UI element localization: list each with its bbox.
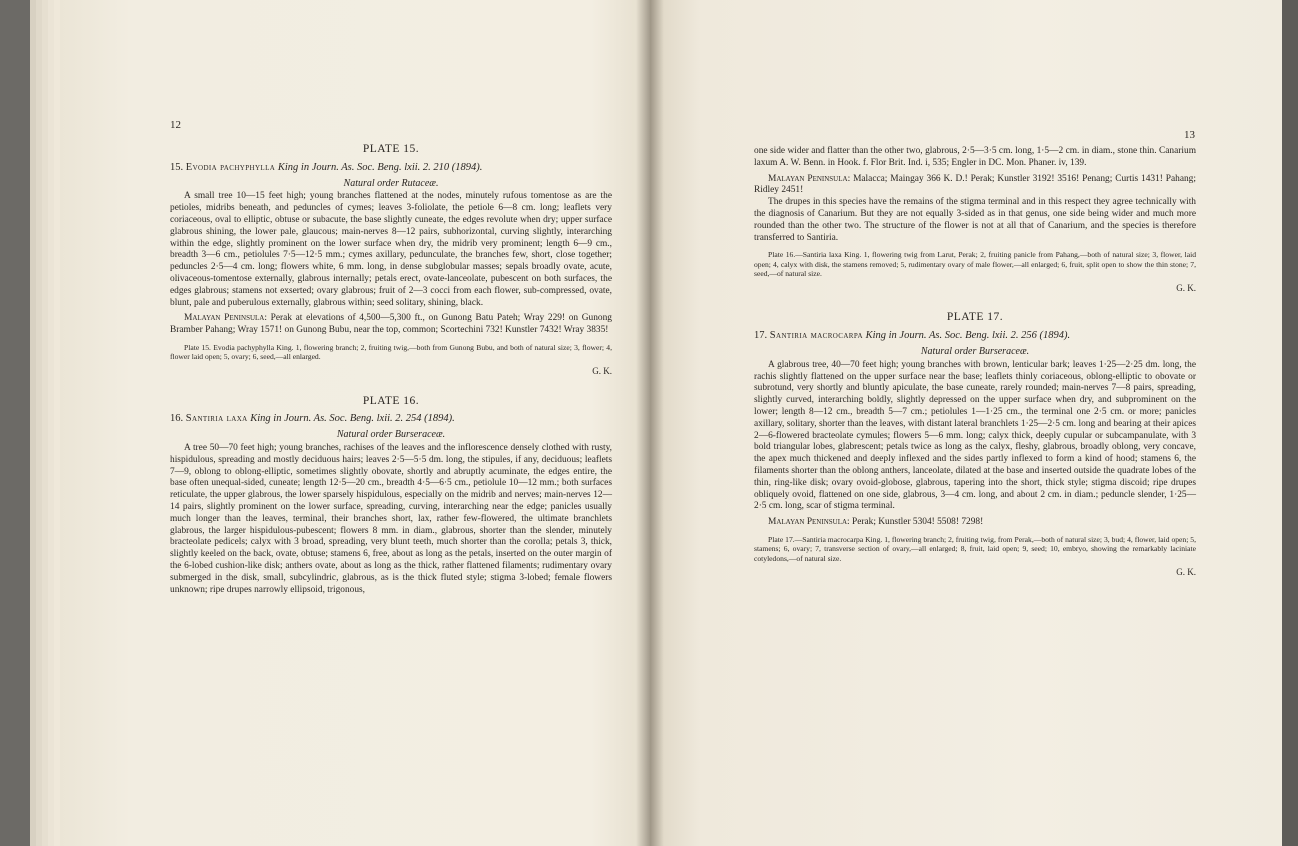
plate-15-description: A small tree 10—15 feet high; young branches flattened at the nodes, minutely rufous tomentose as are the petioles, midribs beneath, and peduncles of cymes; leaves 3-foliolate, the petiole 6—8 cm. long; leaflets very coriaceous, oval to elliptic, obtuse or subacute, the base slightly cuneate, the edges revolute when dry; upper surface glabrous shining, the lower pale, glaucous; main-nerves 8—12 pairs, subhorizontal, curving slightly, interarching within the edge, slightly prominent on the lower surface when dry, the midrib very prominent; length 6—9 cm., breadth 3—6 cm., petiolules 7·5—12·5 mm.; cymes axillary, pedunculate, the branches few, short, close together; peduncles 2·5—4 cm. long; flowers white, 6 mm. long, in dense subglobular masses; sepals broadly ovate, acute, olivaceous-tomentose externally, glabrous internally; petals erect, ovate-lanceolate, pubescent on both surfaces, the edges glabrous; stamens not exserted; ovary glabrous; fruit of 2—3 cocci from each flower, sub-compressed, ovate, blunt, pale and puberulous externally, glabrous within; seed solitary, shining, black. — [170, 191, 612, 308]
plate-15-signature: G. K. — [592, 365, 612, 376]
plate-16-localities — [754, 174, 1196, 198]
localities-text: Perak at elevations of 4,500—5,300 ft., on Gunong Batu Pateh; Wray 229! on Gunong Bramber Pahang; Wray 1571! on Gunong Bubu, near the top, common; Scortechini 732! Kunstler 7432! Wray 3835! — [170, 313, 612, 336]
left-text-column — [170, 144, 612, 596]
plate-17-signature: G. K. — [1176, 567, 1196, 578]
plate-17-localities — [754, 517, 1196, 529]
plate-16-description: A tree 50—70 feet high; young branches, rachises of the leaves and the inflorescence densely clothed with rusty, hispidulous, spreading and mostly deciduous hairs; leaves 2·5—5·5 dm. long, the stipules, if any, deciduous; leaflets 7—9, oblong to oblong-elliptic, sometimes slightly obovate, shortly and abruptly acuminate, the edges entire, the base often unequal-sided, cuneate; length 12·5—20 cm., breadth 4·5—6·5 cm., petiolule 10—12 mm.; both surfaces reticulate, the upper glabrous, the lower sparsely hispidulous, especially on the midrib and nerves; main-nerves 12—14 pairs, slightly prominent on the lower surface, spreading, curving, interarching near the edge; panicles usually much longer than the leaves, terminal, their branches short, lax, rather few-flowered, the ultimate branchlets glabrous, the larger hispidulous-pubescent; flowers 8 mm. in diam., glabrous, shorter than the slender, minutely bracteolate pedicels; calyx with 3 broad, spreading, very blunt teeth, much shorter than the corolla; petals 3, thick, slightly keeled on the back, ovate, obtuse; stamens 6, free, about as long as the petals, inserted on the outer margin of the 6-lobed cushion-like disk; anthers ovate, about as long as the thick, rather flattened filaments; rudimentary ovary submerged in the disk, small, subcylindric, glabrous, as is the thick fluted style; stigma 3-lobed; female flowers unknown; ripe drupes narrowly ellipsoid, trigonous, — [170, 442, 612, 595]
species-name: Santiria macrocarpa — [769, 330, 863, 342]
page-number: 12 — [170, 119, 181, 131]
plate-16-species-heading — [170, 413, 612, 425]
plate-17-description: A glabrous tree, 40—70 feet high; young branches with brown, lenticular bark; leaves 1·25—2·25 dm. long, the rachis slightly flattened on the upper surface near the base; leaflets thinly coriaceous, oblong-elliptic to obovate or subrotund, very shortly and bluntly apiculate, the base cuneate, rarely rounded; main-nerves 7—8 pairs, spreading, slightly curved, interarching boldly, slightly depressed on the upper surface when dry, and subprominent on the lower; length 8—12 cm., breadth 5—7 cm.; petiolules 1—1·25 cm., the terminal one 2·5 cm. or more; panicles axillary, solitary, shorter than the leaves, with distant lateral branchlets 1·25—2·5 cm. long and bearing at their apices 2—6-flowered bracteolate cymules; flowers 5—6 mm. long; calyx thick, deeply cupular or subcampanulate, with 3 bold triangular lobes, glabrescent; petals twice as long as the calyx, fleshy, glabrous, broadly oblong, very concave, the apex much thickened and deeply inflexed and the sides partly inflexed to form a kind of hood; stamens 6, the filaments shorter than the oblong anthers, lanceolate, dilated at the base and inserted outside the quadrate lobes of the thin, ring-like disk; ovary ovoid-globose, glabrous, tapering into the short, thick style; stigma discoid; ripe drupes obliquely ovoid, flattened on one side, glabrous, 3—4 cm. long, and about 2 cm. in diam.; peduncle slender, 1·25—2·5 cm. long, scar of stigma terminal. — [754, 359, 1196, 512]
plate-17-caption: Plate 17.—Santiria macrocarpa King. 1, flowering branch; 2, fruiting twig, from Perak,—both of natural size; 3, bud; 4, flower, laid open; 5, stamens; 6, ovary; 7, transverse section of ovary,—all enlarged; 8, fruit, laid open; 9, seed; 10, embryo, showing the remarkably laciniate cotyledons,—of natural size. — [754, 534, 1196, 563]
plate-17-species-heading — [754, 330, 1196, 342]
natural-order: Natural order Burseraceæ. — [920, 345, 1030, 357]
book-gutter-shadow — [636, 0, 664, 846]
species-number: 15. — [170, 161, 184, 173]
natural-order: Natural order Rutaceæ. — [343, 177, 439, 189]
species-name: Evodia pachyphylla — [185, 161, 276, 173]
species-citation: King in Journ. As. Soc. Beng. lxii. 2. 256 (1894). — [865, 330, 1071, 342]
plate-16-title: PLATE 16. — [362, 394, 420, 407]
plate-15-title: PLATE 15. — [362, 143, 420, 155]
species-citation: King in Journ. As. Soc. Beng. lxii. 2. 254 (1894). — [250, 413, 455, 425]
plate-15-localities — [170, 313, 612, 337]
natural-order: Natural order Burseraceæ. — [336, 429, 446, 441]
book-edge-right — [1282, 0, 1298, 846]
plate-16-caption: Plate 16.—Santiria laxa King. 1, flowering twig from Larut, Perak; 2, fruiting panicle from Pahang,—both of natural size; 3, flower, laid open; 4, calyx with disk, the stamens removed; 5, rudimentary ovary of male flower,—all enlarged; 6, fruit, split open to show the thin stone; 7, seed,—of natural size. — [754, 250, 1196, 279]
species-citation: King in Journ. As. Soc. Beng. lxii. 2. 210 (1894). — [277, 161, 483, 173]
plate-17-title: PLATE 17. — [946, 311, 1004, 324]
malayan-label: Malayan Peninsula: — [184, 313, 267, 324]
left-page — [60, 0, 650, 846]
localities-text: Malacca; Maingay 366 K. D.! Perak; Kunstler 3192! 3516! Penang; Curtis 1431! Pahang; Ridley 2451! — [754, 173, 1196, 196]
species-number: 16. — [170, 413, 184, 425]
right-page — [650, 0, 1282, 846]
species-number: 17. — [754, 330, 768, 342]
page-number: 13 — [1184, 129, 1195, 141]
plate-16-remarks: The drupes in this species have the remains of the stigma terminal and in this respect they agree technically with the diagnosis of Canarium. But they are not equally 3-sided as in that genus, one side being wider and much more rounded than the other two. The structure of the flower is not at all that of Canarium, and the species is therefore transferred to Santiria. — [754, 197, 1196, 243]
species-name: Santiria laxa — [185, 413, 248, 425]
malayan-label: Malayan Peninsula: — [768, 173, 851, 184]
plate-15-species-heading — [170, 162, 612, 174]
right-text-column — [754, 146, 1196, 579]
plate-16-signature: G. K. — [1176, 282, 1196, 293]
localities-text: Perak; Kunstler 5304! 5508! 7298! — [851, 517, 984, 528]
plate-16-continuation: one side wider and flatter than the other two, glabrous, 2·5—3·5 cm. long, 1·5—2 cm. in diam., stone thin. Canarium laxum A. W. Benn. in Hook. f. Flor Brit. Ind. i, 535; Engler in DC. Mon. Phaner. iv, 139. — [754, 146, 1196, 168]
plate-15-caption: Plate 15. Evodia pachyphylla King. 1, flowering branch; 2, fruiting twig,—both from Gunong Bubu, and both of natural size; 3, flower; 4, flower laid open; 5, ovary; 6, seed,—all enlarged. — [170, 342, 612, 362]
malayan-label: Malayan Peninsula: — [768, 517, 850, 528]
